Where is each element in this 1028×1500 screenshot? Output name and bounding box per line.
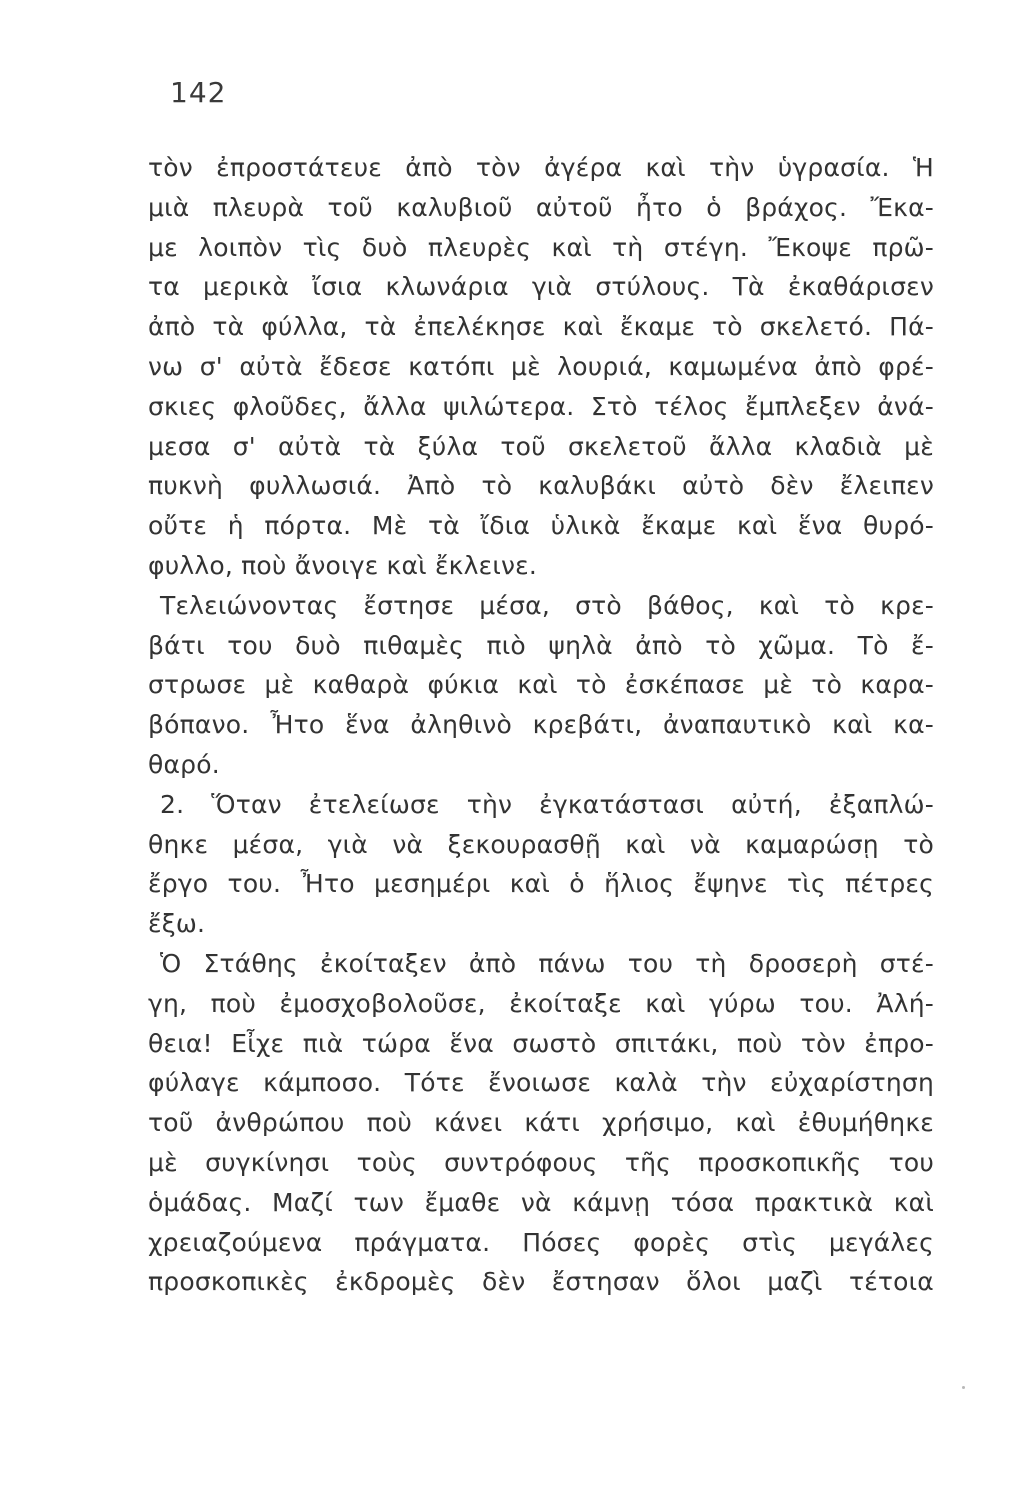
text-line: ἀπὸ τὰ φύλλα, τὰ ἐπελέκησε καὶ ἔκαμε τὸ σκελετό. Πά- xyxy=(148,312,934,342)
page-number: 142 xyxy=(170,76,227,109)
text-line: θεια! Εἶχε πιὰ τώρα ἕνα σωστὸ σπιτάκι, ποὺ τὸν ἐπρο- xyxy=(148,1028,934,1058)
text-line: πυκνὴ φυλλωσιά. Ἀπὸ τὸ καλυβάκι αὐτὸ δὲν ἔλειπεν xyxy=(148,471,934,501)
text-line: τα μερικὰ ἴσια κλωνάρια γιὰ στύλους. Τὰ ἐκαθάρισεν xyxy=(148,272,934,302)
text-line: σκιες φλοῦδες, ἄλλα ψιλώτερα. Στὸ τέλος ἔμπλεξεν ἀνά- xyxy=(148,391,934,421)
text-line: μὲ συγκίνησι τοὺς συντρόφους τῆς προσκοπικῆς του xyxy=(148,1147,934,1177)
text-line: φύλαγε κάμποσο. Τότε ἔνοιωσε καλὰ τὴν εὐχαρίστηση xyxy=(148,1068,934,1098)
text-line: θαρό. xyxy=(148,749,220,779)
text-line: ἔργο του. Ἦτο μεσημέρι καὶ ὁ ἥλιος ἔψηνε τὶς πέτρες xyxy=(148,869,934,899)
text-line: νω σ' αὐτὰ ἔδεσε κατόπι μὲ λουριά, καμωμένα ἀπὸ φρέ- xyxy=(148,351,934,381)
text-line: ἔξω. xyxy=(148,909,206,939)
text-line: θηκε μέσα, γιὰ νὰ ξεκουρασθῇ καὶ νὰ καμαρώσῃ τὸ xyxy=(148,829,934,859)
text-line: βόπανο. Ἦτο ἕνα ἀληθινὸ κρεβάτι, ἀναπαυτικὸ καὶ κα- xyxy=(148,710,934,740)
text-line: με λοιπὸν τὶς δυὸ πλευρὲς καὶ τὴ στέγη. Ἔκοψε πρῶ- xyxy=(148,232,934,262)
text-line: οὔτε ἡ πόρτα. Μὲ τὰ ἴδια ὑλικὰ ἔκαμε καὶ ἕνα θυρό- xyxy=(148,511,934,541)
text-line: στρωσε μὲ καθαρὰ φύκια καὶ τὸ ἐσκέπασε μὲ τὸ καρα- xyxy=(148,670,934,700)
text-line: τοῦ ἀνθρώπου ποὺ κάνει κάτι χρήσιμο, καὶ ἐθυμήθηκε xyxy=(148,1108,934,1138)
text-line: βάτι του δυὸ πιθαμὲς πιὸ ψηλὰ ἀπὸ τὸ χῶμα. Τὸ ἔ- xyxy=(148,630,934,660)
paragraph-start-line: Ὁ Στάθης ἐκοίταξεν ἀπὸ πάνω του τὴ δροσερὴ στέ- xyxy=(160,948,934,978)
text-line: τὸν ἐπροστάτευε ἀπὸ τὸν ἀγέρα καὶ τὴν ὑγρασία. Ἡ xyxy=(148,153,934,182)
text-line: προσκοπικὲς ἐκδρομὲς δὲν ἔστησαν ὅλοι μαζὶ τέτοια xyxy=(148,1267,934,1297)
text-line: μεσα σ' αὐτὰ τὰ ξύλα τοῦ σκελετοῦ ἄλλα κλαδιὰ μὲ xyxy=(148,431,934,461)
text-line: γη, ποὺ ἐμοσχοβολοῦσε, ἐκοίταξε καὶ γύρω του. Ἀλή- xyxy=(148,988,934,1018)
text-line: χρειαζούμενα πράγματα. Πόσες φορὲς στὶς μεγάλες xyxy=(148,1227,934,1257)
text-line: ὁμάδας. Μαζί των ἔμαθε νὰ κάμνῃ τόσα πρακτικὰ καὶ xyxy=(148,1187,934,1217)
section-start-line: 2. Ὅταν ἐτελείωσε τὴν ἐγκατάστασι αὐτή, ἐξαπλώ- xyxy=(160,789,934,819)
text-line: μιὰ πλευρὰ τοῦ καλυβιοῦ αὐτοῦ ἦτο ὁ βράχος. Ἔκα- xyxy=(148,192,934,222)
body-text xyxy=(148,148,934,1302)
paragraph-start-line: Τελειώνοντας ἔστησε μέσα, στὸ βάθος, καὶ τὸ κρε- xyxy=(160,590,934,620)
scan-speck xyxy=(962,1386,965,1389)
text-line: φυλλο, ποὺ ἄνοιγε καὶ ἔκλεινε. xyxy=(148,550,538,580)
